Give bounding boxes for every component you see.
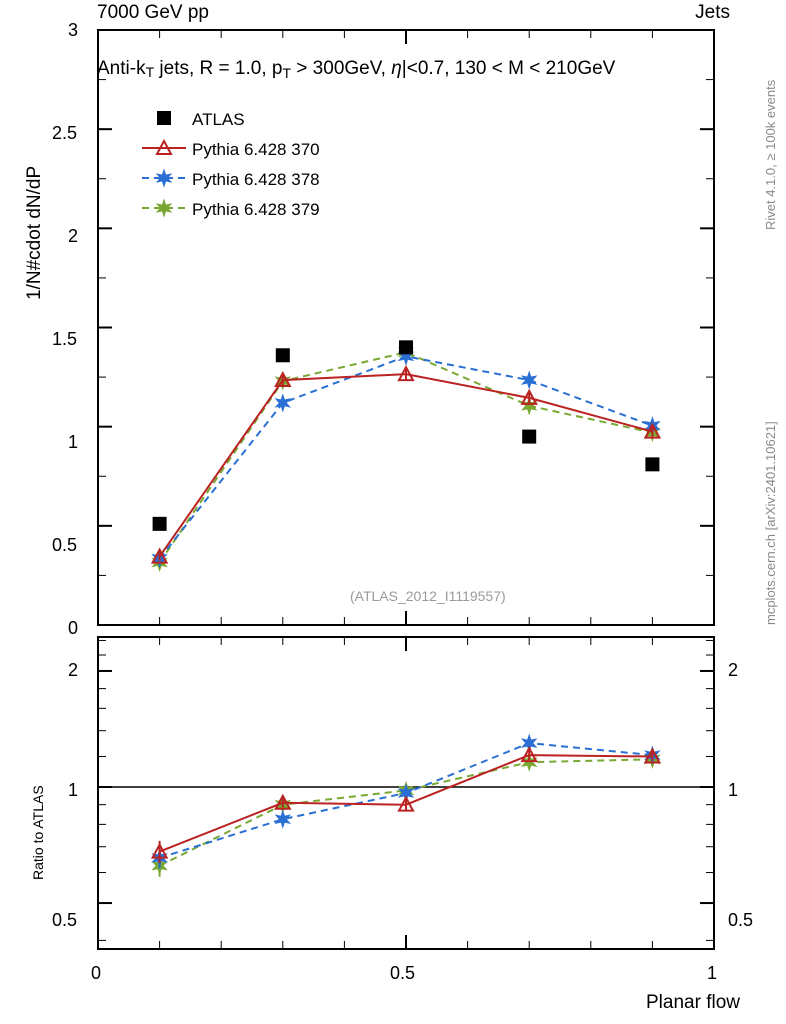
legend-label-pythia379: Pythia 6.428 379 (192, 200, 320, 219)
legend-marker-2 (142, 170, 186, 186)
watermark-label: (ATLAS_2012_I1119557) (350, 588, 506, 604)
ratio-ytick-label-2-left: 2 (68, 660, 79, 680)
ytick-label-2p5: 2.5 (52, 123, 78, 143)
x-axis-label: Planar flow (646, 992, 740, 1013)
ratio-y-axis-label: Ratio to ATLAS (30, 785, 46, 880)
ytick-label-2: 2 (68, 226, 79, 246)
ytick-label-0p5: 0.5 (52, 535, 78, 555)
rivet-version-label: Rivet 4.1.0, ≥ 100k events (763, 79, 778, 230)
ratio-ytick-label-0p5-left: 0.5 (52, 910, 78, 930)
ytick-label-0: 0 (68, 618, 79, 638)
ratio-ytick-label-1-right: 1 (728, 780, 739, 800)
main-series-group (153, 340, 660, 570)
series-pythia-6-428-370 (153, 748, 660, 863)
ytick-label-1p5: 1.5 (52, 329, 78, 349)
legend-label-pythia378: Pythia 6.428 378 (192, 170, 320, 189)
mcplots-label: mcplots.cern.ch [arXiv:2401.10621] (763, 421, 778, 625)
ratio-series-group (153, 735, 660, 877)
legend-marker-1 (142, 141, 186, 154)
main-panel-frame (98, 30, 714, 625)
legend-marker-0 (157, 111, 171, 125)
header-left-label: 7000 GeV pp (97, 2, 209, 23)
cuts-annotation: Anti-kT jets, R = 1.0, $p_T > 300GeV$, η|<0.7, 130 < M < 210GeV (97, 58, 616, 81)
ratio-ytick-label-1-left: 1 (68, 780, 79, 800)
legend-label-atlas: ATLAS (192, 110, 245, 129)
header-right-label: Jets (695, 2, 730, 23)
ratio-ytick-label-0p5-right: 0.5 (728, 910, 754, 930)
ratio-ytick-label-2-right: 2 (728, 660, 739, 680)
legend-markers-group (142, 111, 186, 216)
main-axis-ticks (98, 30, 714, 625)
legend-label-pythia370: Pythia 6.428 370 (192, 140, 320, 159)
y-axis-label: 1/N#cdot dN/dP (24, 165, 45, 300)
xtick-label-0p5: 0.5 (390, 963, 416, 983)
xtick-label-1: 1 (707, 963, 718, 983)
legend-marker-3 (142, 200, 186, 216)
series-pythia-6-428-370 (153, 367, 660, 562)
ytick-label-1: 1 (68, 432, 79, 452)
series-pythia-6-428-379 (153, 751, 660, 876)
xtick-label-0: 0 (91, 963, 102, 983)
ytick-label-3: 3 (68, 20, 79, 40)
